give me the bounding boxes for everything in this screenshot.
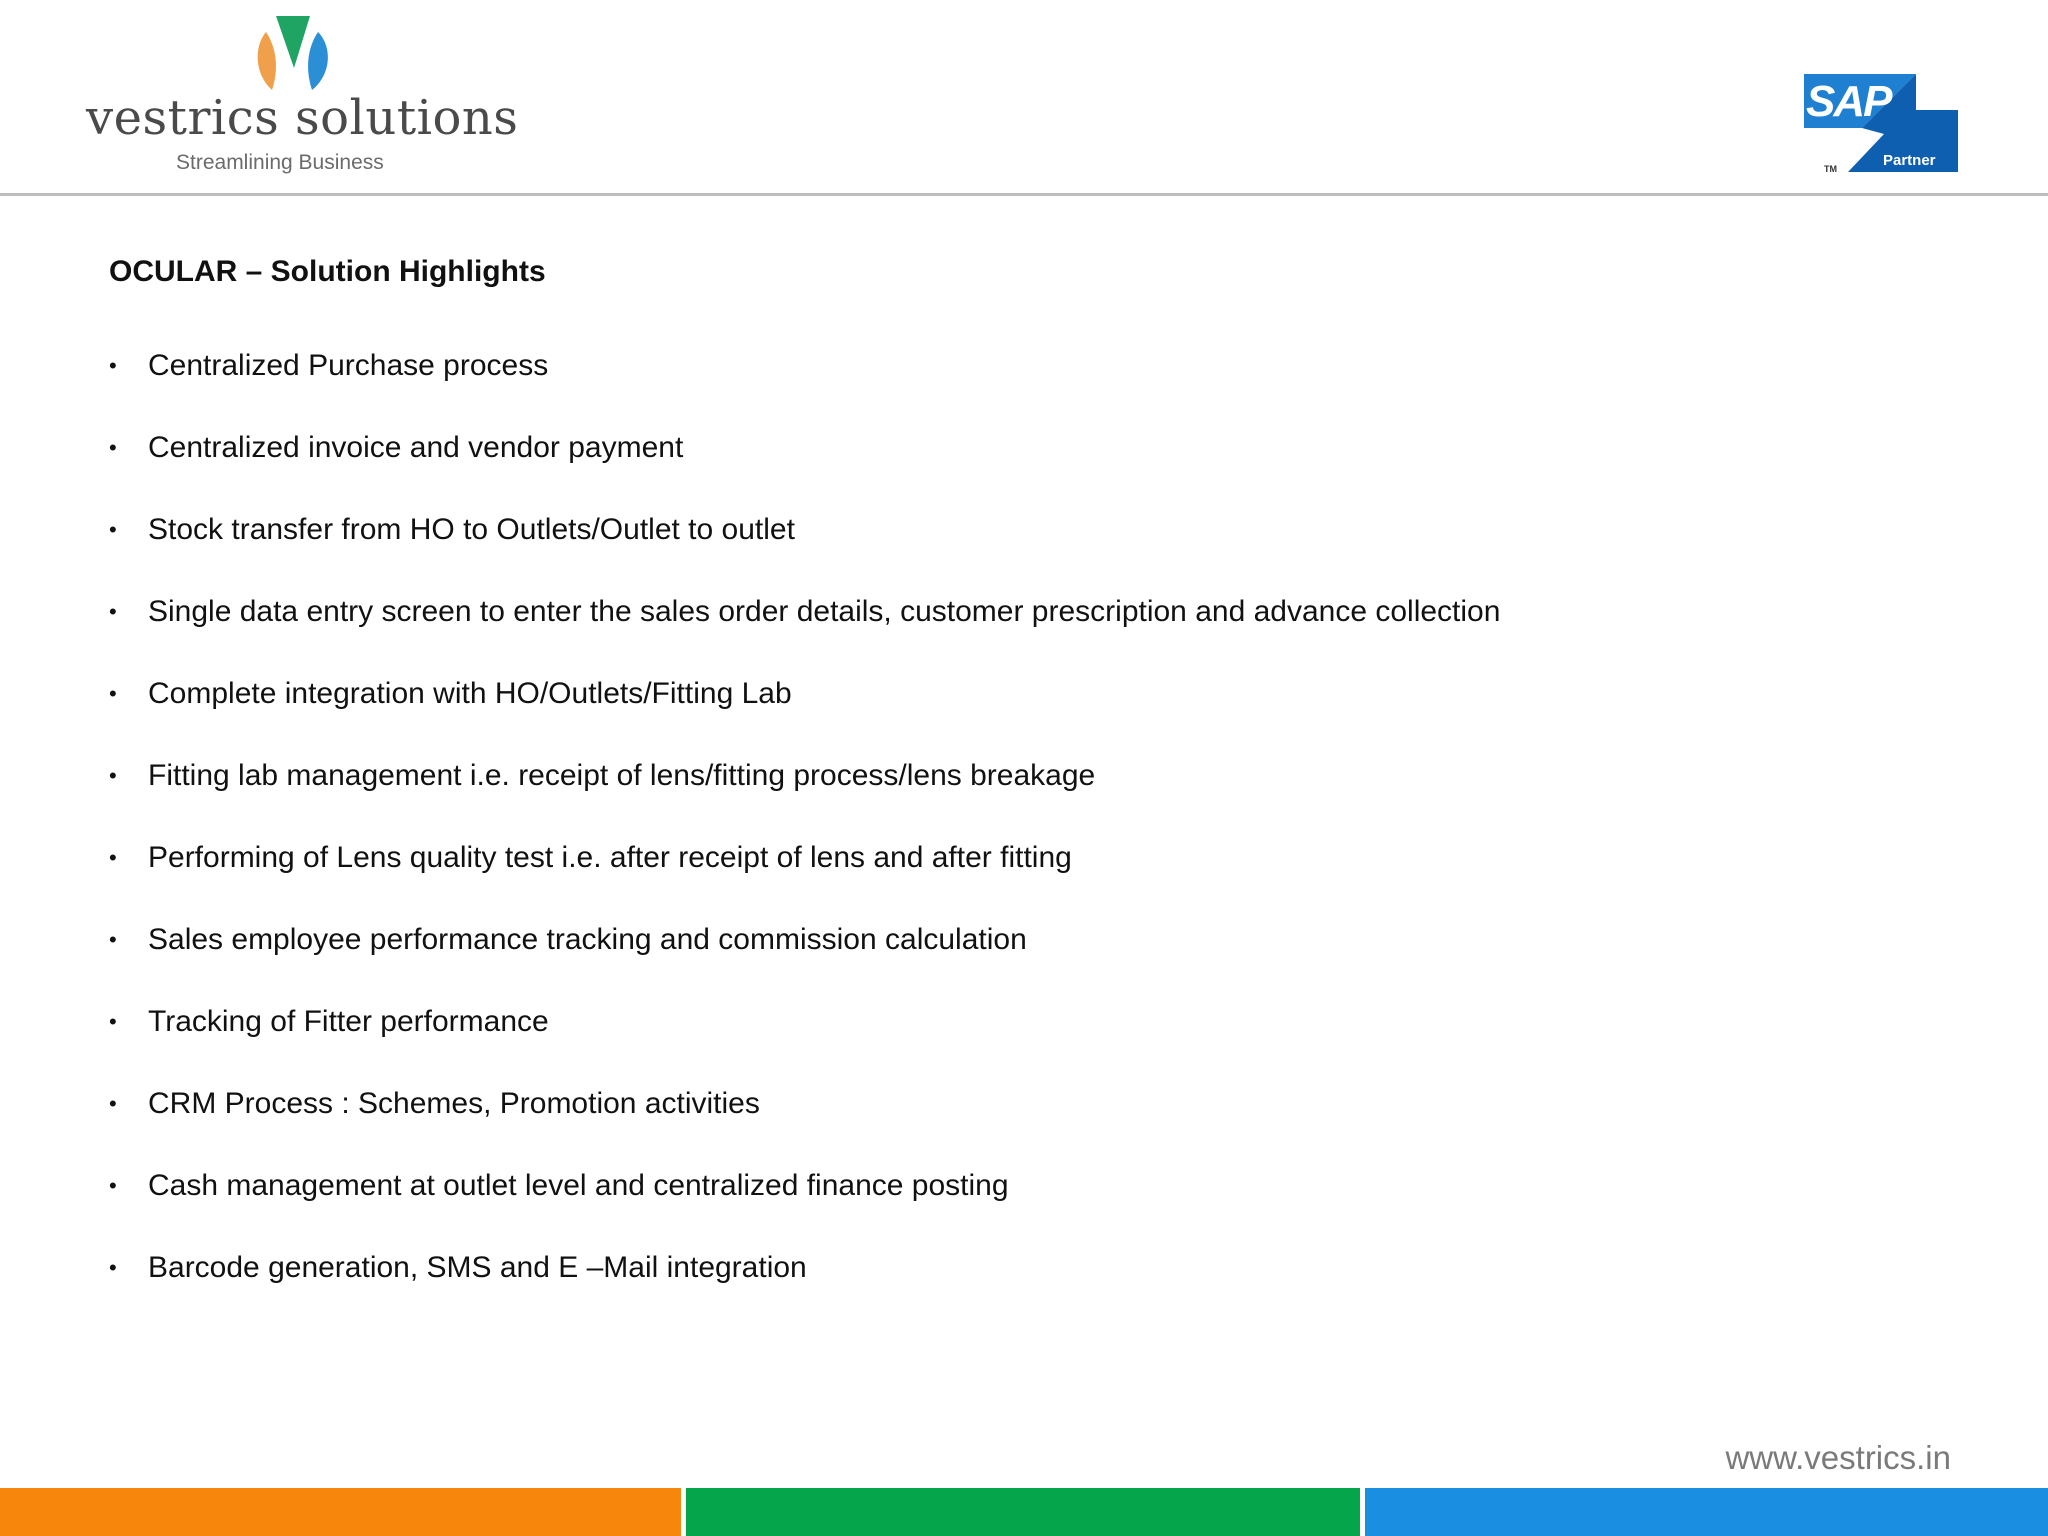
header-divider [0,193,2048,196]
vestrics-v-mark-icon [248,16,338,98]
logo-petal-green [276,16,310,68]
bullet-icon: • [109,681,117,706]
bullet-icon: • [109,599,117,624]
sap-partner-label: Partner [1883,152,1936,169]
list-item-text: Barcode generation, SMS and E –Mail integration [148,1251,807,1284]
bullet-icon: • [109,763,117,788]
slide-title: OCULAR – Solution Highlights [109,255,546,288]
bullet-icon: • [109,1173,117,1198]
bullet-icon: • [109,1255,117,1280]
company-name: vestrics solutions [86,90,519,146]
footer-stripe-green [686,1488,1360,1536]
list-item-text: Centralized invoice and vendor payment [148,431,684,464]
list-item-text: Cash management at outlet level and centralized finance posting [148,1169,1009,1202]
bullet-icon: • [109,1009,117,1034]
bullet-icon: • [109,1091,117,1116]
list-item-text: CRM Process : Schemes, Promotion activities [148,1087,760,1120]
footer-stripe-blue [1365,1488,2048,1536]
list-item-text: Sales employee performance tracking and commission calculation [148,923,1027,956]
list-item-text: Performing of Lens quality test i.e. after receipt of lens and after fitting [148,841,1072,874]
sap-partner-logo [1800,72,1960,178]
list-item-text: Fitting lab management i.e. receipt of lens/fitting process/lens breakage [148,759,1096,792]
list-item-text: Centralized Purchase process [148,349,549,382]
company-tagline: Streamlining Business [176,151,384,174]
bullet-icon: • [109,435,117,460]
logo-petal-orange [258,32,276,90]
bullet-icon: • [109,845,117,870]
footer-website-url: www.vestrics.in [1725,1439,1951,1476]
list-item-text: Tracking of Fitter performance [148,1005,549,1038]
sap-trademark: TM [1824,164,1837,174]
logo-petal-blue [308,32,328,90]
list-item-text: Stock transfer from HO to Outlets/Outlet to outlet [148,513,795,546]
list-item-text: Single data entry screen to enter the sales order details, customer prescription and advance collection [148,595,1501,628]
list-item-text: Complete integration with HO/Outlets/Fitting Lab [148,677,792,710]
bullet-icon: • [109,927,117,952]
slide-header [0,0,2048,196]
sap-brand-text: SAP [1806,77,1891,126]
footer-color-bar [0,1488,2048,1536]
bullet-icon: • [109,517,117,542]
bullet-icon: • [109,353,117,378]
vestrics-logo [86,16,519,186]
footer-stripe-orange [0,1488,681,1536]
